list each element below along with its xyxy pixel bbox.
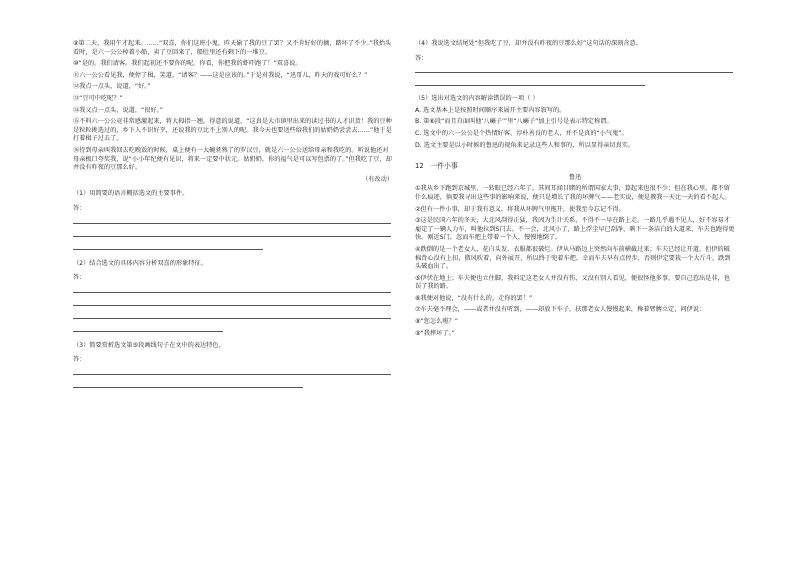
option-b: B. 第⑥段“而且自面叫他‘八癞子’”里“八癞子”加上引号是表示特定称谓。: [415, 118, 613, 126]
answer-label: 答：: [415, 54, 428, 62]
answer-line[interactable]: [73, 236, 391, 237]
answer-line[interactable]: [73, 331, 223, 332]
answer-line[interactable]: [73, 387, 303, 388]
question-3: （3）简要赏析选文第⑤段画线句子在文中的表达特色。: [73, 341, 225, 349]
answer-line[interactable]: [73, 374, 391, 375]
left-column: [73, 40, 393, 388]
source-note: （有改动）: [362, 175, 393, 183]
right-column: [415, 40, 735, 338]
answer-line[interactable]: [73, 249, 263, 250]
answer-line[interactable]: [73, 318, 391, 319]
paragraph: ⑥我便对他说，“没有什么的。走你的罢！”: [415, 294, 533, 302]
option-d: D. 选文主要是以小时候的鲁迅的视角来记录这些人和事的，所以显得亲切真实。: [415, 141, 635, 149]
answer-label: 答：: [73, 274, 86, 282]
answer-label: 答：: [73, 356, 86, 364]
paragraph: ⑦车夫毫不理会，——或者并没有听到，——却放下车子，扶那老女人慢慢起来，搀着臂膊立定，问伊说：: [415, 306, 706, 314]
option-a: A. 选文基本上是按照时间顺序来展开主要内容叙写的。: [415, 106, 566, 114]
section-title: 12 一件小事: [415, 162, 458, 171]
paragraph: ⑭我又点一点头，说道，“很好。”: [73, 106, 163, 114]
paragraph: ⑫我点一点头，说道，“好。”: [73, 83, 151, 91]
answer-line[interactable]: [73, 305, 391, 306]
answer-line[interactable]: [415, 85, 645, 86]
paragraph: ⑧“您怎么啦？”: [415, 318, 458, 326]
paragraph: ⑮不料六一公公竟非常感激起来，将大拇指一翘，得意的说道，“这真是大市镇里出来的读过书的人才识货！我的豆种是粒粒挑选过的，乡下人不识好歹，还说我的豆比不上别人的呢。我今天也要送些给我们的姑奶奶尝尝去……”他于是打着楫子过去了。: [73, 118, 392, 143]
paragraph: ⑨“我摔坏了。”: [415, 329, 455, 337]
question-1: （1）用简要的语言概括选文的主要事件。: [73, 190, 189, 198]
paragraph: ④跌倒的是一个老女人，花白头发，衣服都很破烂。伊从马路边上突然向车前横截过来；车夫已经让开道，但伊的破棉背心没有上扣，微风吹着，向外展开，所以终于兜着车把。幸而车夫早有点停步，否则伊定要栽一个大斤斗，跌到头破血出了。: [415, 245, 731, 271]
question-2: （2）结合选文的具体内容分析双喜的形象特征。: [73, 259, 207, 267]
paragraph: ③这是民国六年的冬天，大北风刮得正猛，我因为生计关系，不得不一早在路上走。一路几乎遇不见人，好不容易才雇定了一辆人力车，叫他拉到S门去。不一会，北风小了，路上浮尘早已刮净，剩下一条洁白的大道来，车夫也跑得更快。刚近S门，忽而车把上带着一个人，慢慢地倒了。: [415, 217, 735, 242]
question-4: （4）我说选文结尾处“但我吃了豆，却并没有昨夜的豆那么好”这句话的深刻含意。: [415, 40, 642, 47]
question-5: （5）选出对选文的内容解读错误的一项（ ）: [415, 95, 539, 103]
answer-line[interactable]: [73, 292, 391, 293]
option-c: C. 选文中的六一公公是个热情好客、淳朴善良的老人，并不是真的“小气鬼”。: [415, 129, 628, 137]
paragraph: ⑨第二天，我用午才起来。……“双喜，你们这班小鬼，昨天偷了我的豆了罢？又不肯好好的摘，踏坏了不少。”我抬头看时，是六一公公棹着小船，卖了豆回来了，船肚里还有剩下的一堆豆。: [73, 40, 392, 56]
answer-line[interactable]: [415, 72, 733, 73]
paragraph: ⑤伊伏在地上；车夫便也立住脚。我料定这老女人并没有伤，又没有别人看见，便很怪他多事，要自己惹出是非，也误了我的路。: [415, 274, 730, 291]
paragraph: ②但有一件小事，却于我有意义，将我从坏脾气里拖开，使我至今忘记不得。: [415, 205, 625, 213]
paragraph: ①我从乡下跑到京城里，一转眼已经六年了。其间耳闻目睹的所谓国家大事，算起来也很不少；但在我心里，都不留什么痕迹，倘要我寻出这些事的影响来说，便只是增长了我的坏脾气——老实说，便是教我一天比一天的看不起人。: [415, 185, 731, 201]
answer-label: 答：: [73, 204, 86, 212]
paragraph: ⑪六一公公看见我，便停了楫，笑道，“请客？——这是应该的。”于是对我说，“迅哥儿，昨天的戏可好么？”: [73, 71, 368, 79]
answer-line[interactable]: [73, 223, 391, 224]
paragraph: ⑯待到母亲叫我回去吃晚饭的时候，桌上便有一大碗煮熟了的罗汉豆，就是六一公公送给母亲和我吃的。听说他还对母亲极口夸奖我，说“小小年纪便有见识，将来一定要中状元。姑奶奶，你的福气是可以写包票的了。”但我吃了豆，却并没有昨夜的豆那么好。: [73, 146, 392, 172]
paragraph: ⑩“是的。我们请客。我们起初还不要你的呢。你看，你把我的虾吓跑了！”双喜说。: [73, 60, 302, 68]
author: 鲁迅: [568, 173, 582, 181]
paragraph: ⑬“豆可中吃呢？”: [73, 94, 123, 102]
